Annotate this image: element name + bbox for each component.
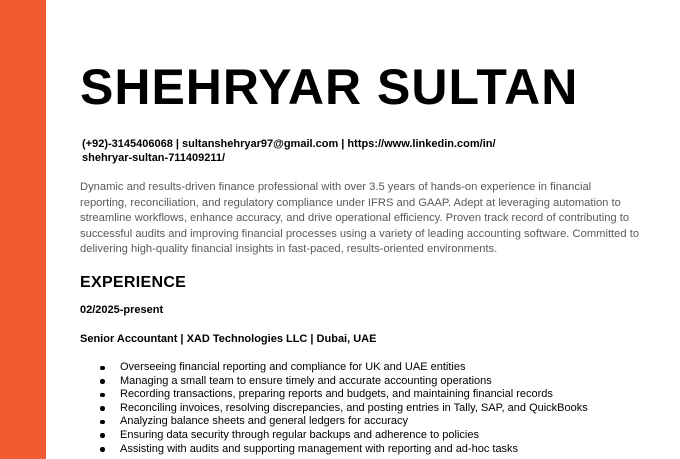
list-item: [80, 443, 660, 457]
bullet-icon: [100, 420, 105, 425]
contact-line: shehryar-sultan-711409211/: [82, 152, 226, 164]
bullet-text: Managing a small team to ensure timely and accurate accounting operations: [120, 374, 492, 387]
experience-bullet-list: [80, 361, 660, 456]
job-title: Senior Accountant | XAD Technologies LLC | Dubai, UAE: [80, 333, 377, 345]
list-item: [80, 388, 660, 402]
accent-sidebar-bar: [0, 0, 46, 459]
bullet-icon: [100, 447, 105, 452]
bullet-text: Recording transactions, preparing reports and budgets, and maintaining financial records: [120, 388, 553, 401]
bullet-text: Assisting with audits and supporting management with reporting and ad-hoc tasks: [120, 442, 519, 455]
list-item: [80, 402, 660, 416]
list-item: [80, 429, 660, 443]
bullet-icon: [100, 433, 105, 438]
bullet-text: Overseeing financial reporting and compliance for UK and UAE entities: [120, 361, 466, 373]
list-item: [80, 375, 660, 389]
professional-summary: Dynamic and results-driven finance professional with over 3.5 years of hands-on experience in financial reporting, reconciliation, and regulatory compliance under IFRS and GAAP. Adept at leveraging automation to streamline workflows, enhance accuracy, and drive operational efficiency. Proven track record of contributing to successful audits and improving financial processes using a variety of leading accounting software. Committed to delivering high-quality financial insights in fast-paced, results-oriented environments.: [80, 181, 640, 256]
contact-line: (+92)-3145406068 | sultanshehryar97@gmail.com | https://www.linkedin.com/in/: [82, 138, 496, 150]
contact-info: [82, 137, 522, 165]
bullet-icon: [100, 406, 105, 411]
candidate-name: SHEHRYAR SULTAN: [80, 59, 579, 115]
experience-heading: EXPERIENCE: [80, 274, 187, 291]
list-item: [80, 361, 660, 375]
bullet-text: Analyzing balance sheets and general ledgers for accuracy: [120, 415, 409, 428]
bullet-text: Reconciling invoices, resolving discrepancies, and posting entries in Tally, SAP, and QuickBooks: [120, 401, 588, 414]
bullet-icon: [100, 366, 105, 371]
list-item: [80, 415, 660, 429]
bullet-text: Ensuring data security through regular backups and adherence to policies: [120, 428, 479, 441]
job-date: 02/2025-present: [80, 304, 164, 316]
bullet-icon: [100, 379, 105, 384]
bullet-icon: [100, 393, 105, 398]
